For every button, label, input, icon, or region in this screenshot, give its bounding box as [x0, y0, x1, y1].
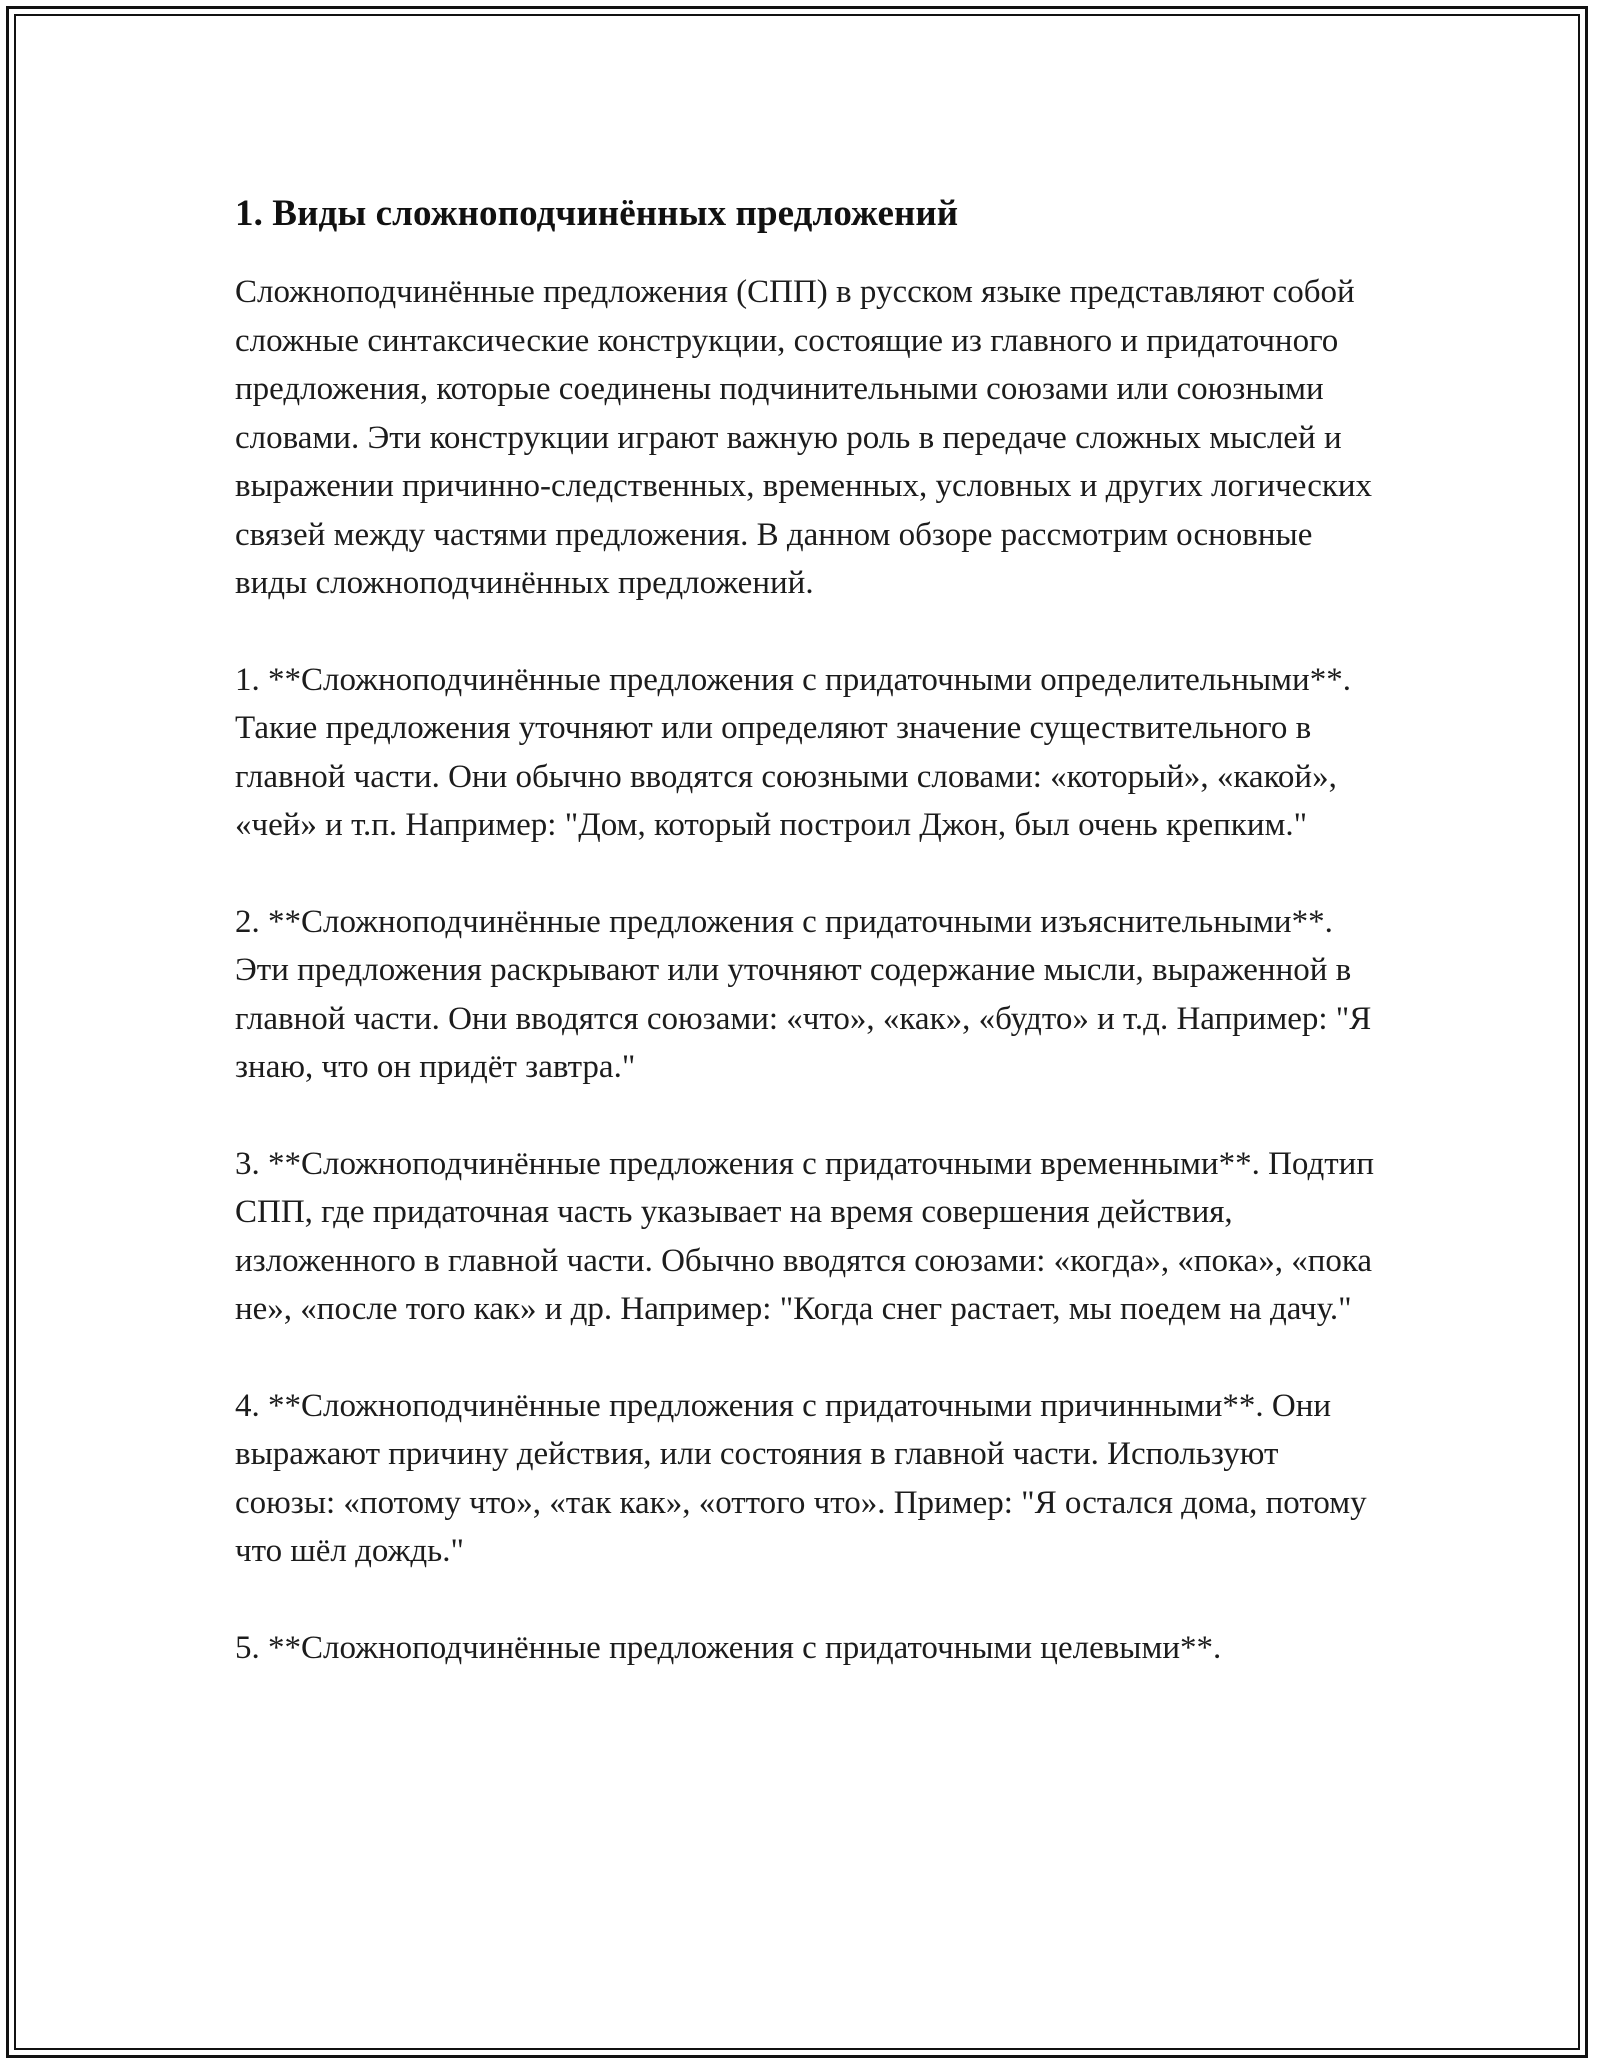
- list-item-temporal: 3. **Сложноподчинённые предложения с придаточными временными**. Подтип СПП, где придаточная часть указывает на время совершения действия, изложенного в главной части. Обычно вводятся союзами: «когда», «пока», «пока не», «после того как» и др. Например: "Когда снег растает, мы поедем на дачу.": [235, 1145, 1374, 1327]
- document-body: [235, 188, 1375, 1720]
- list-item-causal: 4. **Сложноподчинённые предложения с придаточными причинными**. Они выражают причину действия, или состояния в главной части. Используют союзы: «потому что», «так как», «оттого что». Пример: "Я остался дома, потому что шёл дождь.": [235, 1387, 1367, 1569]
- intro-paragraph: Сложноподчинённые предложения (СПП) в русском языке представляют собой сложные синтаксические конструкции, состоящие из главного и придаточного предложения, которые соединены подчинительными союзами или союзными словами. Эти конструкции играют важную роль в передаче сложных мыслей и выражении причинно-следственных, временных, условных и других логических связей между частями предложения. В данном обзоре рассмотрим основные виды сложноподчинённых предложений.: [235, 274, 1373, 601]
- document-title: 1. Виды сложноподчинённых предложений: [235, 193, 959, 234]
- list-item-explanatory: 2. **Сложноподчинённые предложения с придаточными изъяснительными**. Эти предложения раскрывают или уточняют содержание мысли, выраженной в главной части. Они вводятся союзами: «что», «как», «будто» и т.д. Например: "Я знаю, что он придёт завтра.": [235, 903, 1372, 1085]
- list-item-attributive: 1. **Сложноподчинённые предложения с придаточными определительными**. Такие предложения уточняют или определяют значение существительного в главной части. Они обычно вводятся союзными словами: «который», «какой», «чей» и т.п. Например: "Дом, который построил Джон, был очень крепким.": [235, 661, 1351, 843]
- list-item-purpose: 5. **Сложноподчинённые предложения с придаточными целевыми**.: [235, 1629, 1222, 1666]
